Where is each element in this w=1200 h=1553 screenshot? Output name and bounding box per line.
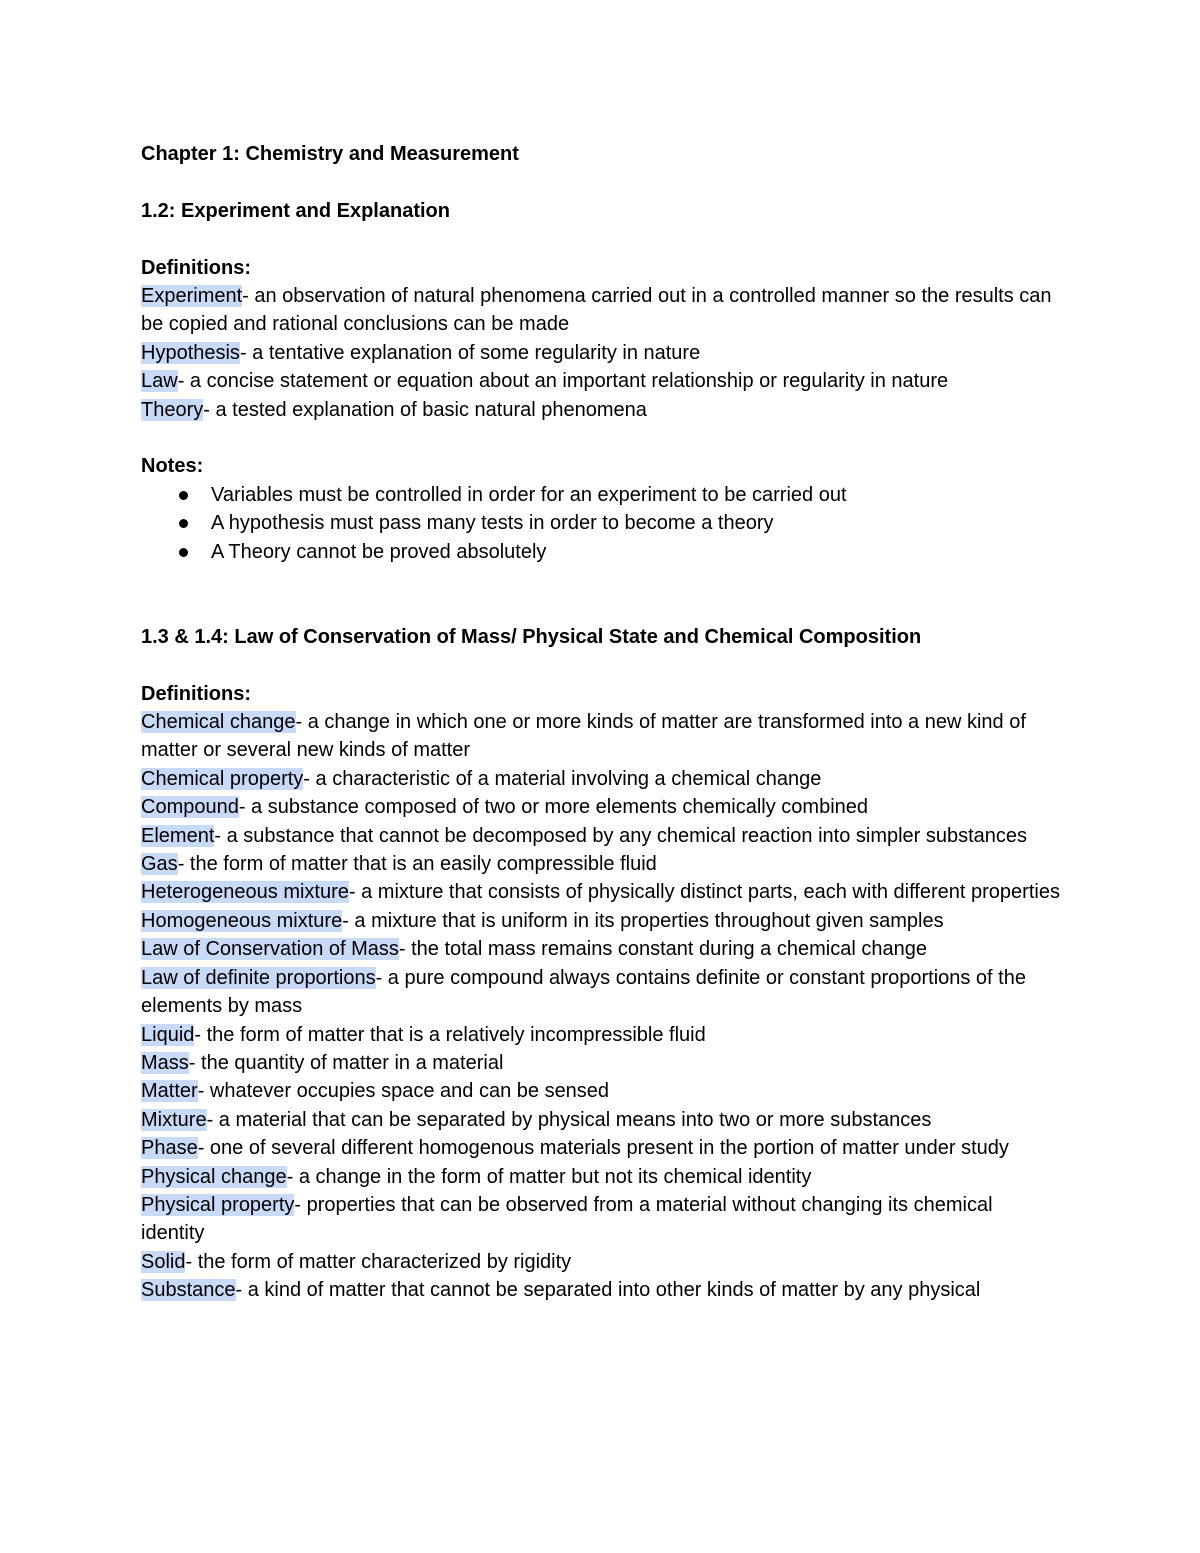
definition-text: - the quantity of matter in a material xyxy=(188,1051,504,1074)
definition-term: Phase xyxy=(141,1137,198,1160)
definition-term: Gas xyxy=(141,853,178,876)
definition-term: Liquid xyxy=(141,1023,195,1046)
definitions-list xyxy=(141,708,1061,1305)
definition-text: - properties that can be observed from a material without changing its chemical identity xyxy=(141,1193,993,1245)
note-item xyxy=(141,538,1061,566)
definition-item xyxy=(141,1049,1061,1077)
definition-text: - the form of matter that is a relatively incompressible fluid xyxy=(194,1023,706,1046)
definition-item xyxy=(141,1276,1061,1304)
definition-term: Solid xyxy=(141,1250,186,1273)
chapter-title: Chapter 1: Chemistry and Measurement xyxy=(141,143,519,165)
definition-text: - a tentative explanation of some regularity in nature xyxy=(239,341,701,364)
definition-term: Theory xyxy=(141,398,204,421)
definition-term: Experiment xyxy=(141,285,243,307)
definition-item xyxy=(141,1248,1061,1276)
definition-item xyxy=(141,1106,1061,1134)
definition-term: Chemical property xyxy=(141,767,304,790)
definition-term: Physical change xyxy=(141,1165,287,1188)
definition-term: Chemical change xyxy=(141,711,296,734)
definition-term: Homogeneous mixture xyxy=(141,909,343,932)
note-text: A Theory cannot be proved absolutely xyxy=(211,540,547,563)
definition-item xyxy=(141,935,1061,963)
definition-item xyxy=(141,367,1061,395)
definition-item xyxy=(141,850,1061,878)
definition-term: Element xyxy=(141,824,215,847)
definitions-list xyxy=(141,282,1061,424)
note-text: A hypothesis must pass many tests in order to become a theory xyxy=(211,512,774,535)
definition-text: - a kind of matter that cannot be separated into other kinds of matter by any physical xyxy=(235,1279,981,1302)
bullet-icon xyxy=(179,491,188,500)
definition-text: - a change in the form of matter but not its chemical identity xyxy=(286,1165,812,1188)
definition-term: Substance xyxy=(141,1279,236,1302)
notes-heading: Notes: xyxy=(141,455,204,478)
definition-item xyxy=(141,1191,1061,1248)
definition-term: Mass xyxy=(141,1051,189,1074)
definition-item xyxy=(141,964,1061,1021)
definition-term: Heterogeneous mixture xyxy=(141,881,349,904)
definition-term: Law of definite proportions xyxy=(141,966,376,989)
definition-item xyxy=(141,1163,1061,1191)
definition-item xyxy=(141,878,1061,906)
definition-item xyxy=(141,765,1061,793)
section-title: 1.2: Experiment and Explanation xyxy=(141,199,450,222)
definition-text: - one of several different homogenous materials present in the portion of matter under study xyxy=(197,1137,1009,1160)
note-item xyxy=(141,481,1061,509)
definition-item xyxy=(141,1134,1061,1162)
definition-term: Law xyxy=(141,370,178,393)
definition-text: - a characteristic of a material involving a chemical change xyxy=(303,767,822,790)
definition-item xyxy=(141,708,1061,765)
definition-term: Hypothesis xyxy=(141,341,240,364)
definition-term: Matter xyxy=(141,1080,198,1103)
definition-text: - the total mass remains constant during a chemical change xyxy=(398,938,927,961)
definition-term: Physical property xyxy=(141,1193,295,1216)
definition-text: - a change in which one or more kinds of matter are transformed into a new kind of matter or several new kinds of matter xyxy=(141,711,1026,762)
note-text: Variables must be controlled in order for an experiment to be carried out xyxy=(211,483,847,506)
definition-text: - the form of matter that is an easily compressible fluid xyxy=(177,853,657,876)
definition-text: - an observation of natural phenomena carried out in a controlled manner so the results can be copied and rational conclusions can be made xyxy=(141,285,1052,336)
definition-item xyxy=(141,282,1061,339)
definition-text: - a mixture that is uniform in its properties throughout given samples xyxy=(342,909,944,932)
document-page xyxy=(141,140,1061,1305)
notes-list xyxy=(141,481,1061,566)
definition-item xyxy=(141,396,1061,424)
definition-item xyxy=(141,1021,1061,1049)
note-item xyxy=(141,509,1061,537)
definition-term: Compound xyxy=(141,796,239,819)
definition-term: Mixture xyxy=(141,1108,207,1131)
definition-text: - a mixture that consists of physically distinct parts, each with different properties xyxy=(348,881,1060,904)
definition-item xyxy=(141,822,1061,850)
definition-text: - a material that can be separated by physical means into two or more substances xyxy=(206,1108,932,1131)
definition-text: - the form of matter characterized by rigidity xyxy=(185,1250,572,1273)
definition-text: - a tested explanation of basic natural phenomena xyxy=(203,398,647,421)
section-title: 1.3 & 1.4: Law of Conservation of Mass/ Physical State and Chemical Composition xyxy=(141,625,922,648)
definition-item xyxy=(141,907,1061,935)
definitions-heading: Definitions: xyxy=(141,256,251,279)
definitions-heading: Definitions: xyxy=(141,682,251,705)
definition-text: - a substance composed of two or more elements chemically combined xyxy=(238,796,869,819)
definition-text: - a substance that cannot be decomposed by any chemical reaction into simpler substances xyxy=(214,824,1028,847)
definition-item xyxy=(141,339,1061,367)
definition-text: - whatever occupies space and can be sensed xyxy=(197,1080,610,1103)
definition-text: - a pure compound always contains definite or constant proportions of the elements by mass xyxy=(141,966,1026,1018)
definition-term: Law of Conservation of Mass xyxy=(141,938,399,961)
bullet-icon xyxy=(179,548,188,557)
definition-item xyxy=(141,793,1061,821)
bullet-icon xyxy=(179,519,188,528)
definition-item xyxy=(141,1077,1061,1105)
definition-text: - a concise statement or equation about an important relationship or regularity in nature xyxy=(177,370,949,393)
